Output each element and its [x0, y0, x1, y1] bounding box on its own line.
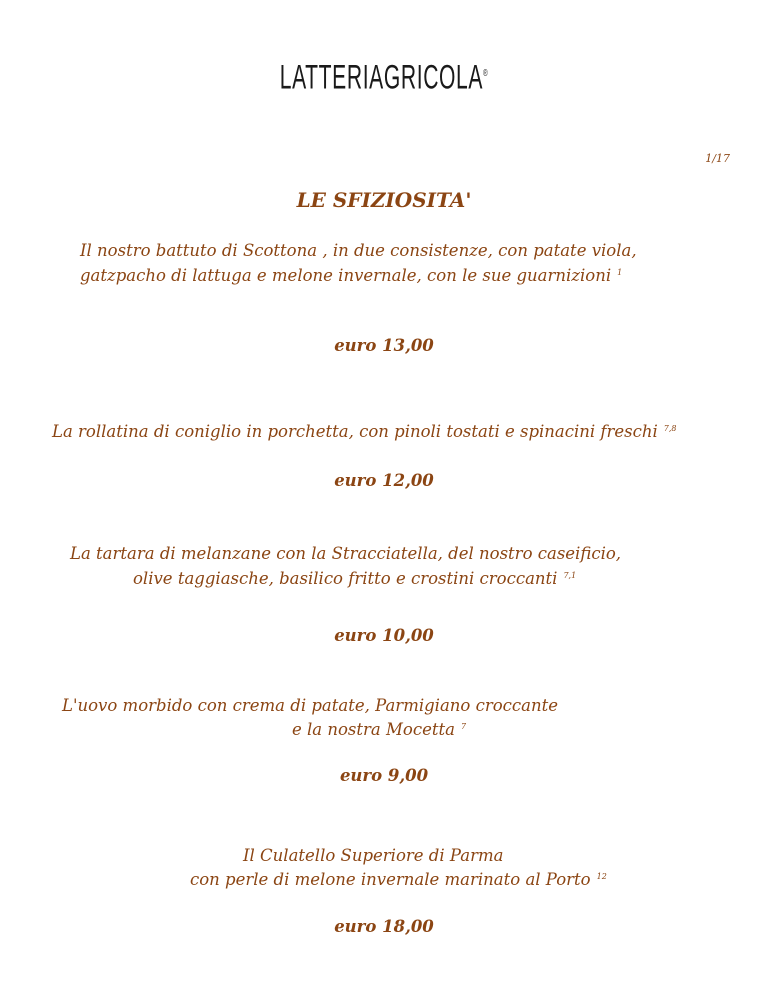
- dish-5-price: euro 18,00: [334, 917, 434, 936]
- dish-3-line-1: La tartara di melanzane con la Stracciatella, del nostro caseificio,: [70, 544, 622, 563]
- dish-2-allergens: 7,8: [663, 424, 677, 433]
- dish-4-line-1: L'uovo morbido con crema di patate, Parmigiano croccante: [62, 696, 558, 715]
- brand-logo: LATTERIAGRICOLA®: [279, 58, 489, 97]
- dish-2-line-1: La rollatina di coniglio in porchetta, con pinoli tostati e spinacini freschi $^{7,8}$: [52, 422, 677, 441]
- page-number: 1/17: [705, 152, 730, 165]
- dish-4-price: euro 9,00: [339, 766, 429, 785]
- dish-1-allergens: 1: [617, 268, 623, 277]
- dish-4-allergens: 7: [460, 722, 467, 731]
- dish-5-allergens: 12: [596, 872, 607, 881]
- dish-5-line-2: con perle di melone invernale marinato al Porto $^{12}$: [190, 870, 607, 889]
- dish-1-line-2: gatzpacho di lattuga e melone invernale, con le sue guarnizioni $^1$: [80, 266, 623, 285]
- dish-1-line-1: Il nostro battuto di Scottona , in due consistenze, con patate viola,: [80, 241, 637, 260]
- dish-3-line-2: olive taggiasche, basilico fritto e crostini croccanti $^{7,1}$: [133, 569, 577, 588]
- dish-3-allergens: 7,1: [563, 571, 577, 580]
- dish-4-line-2: e la nostra Mocetta $^7$: [292, 720, 467, 739]
- dish-1-price: euro 13,00: [334, 336, 434, 355]
- dish-2-price: euro 12,00: [334, 471, 434, 490]
- dish-5-line-1: Il Culatello Superiore di Parma: [243, 846, 504, 865]
- section-title: LE SFIZIOSITA': [296, 188, 472, 212]
- dish-3-price: euro 10,00: [334, 626, 434, 645]
